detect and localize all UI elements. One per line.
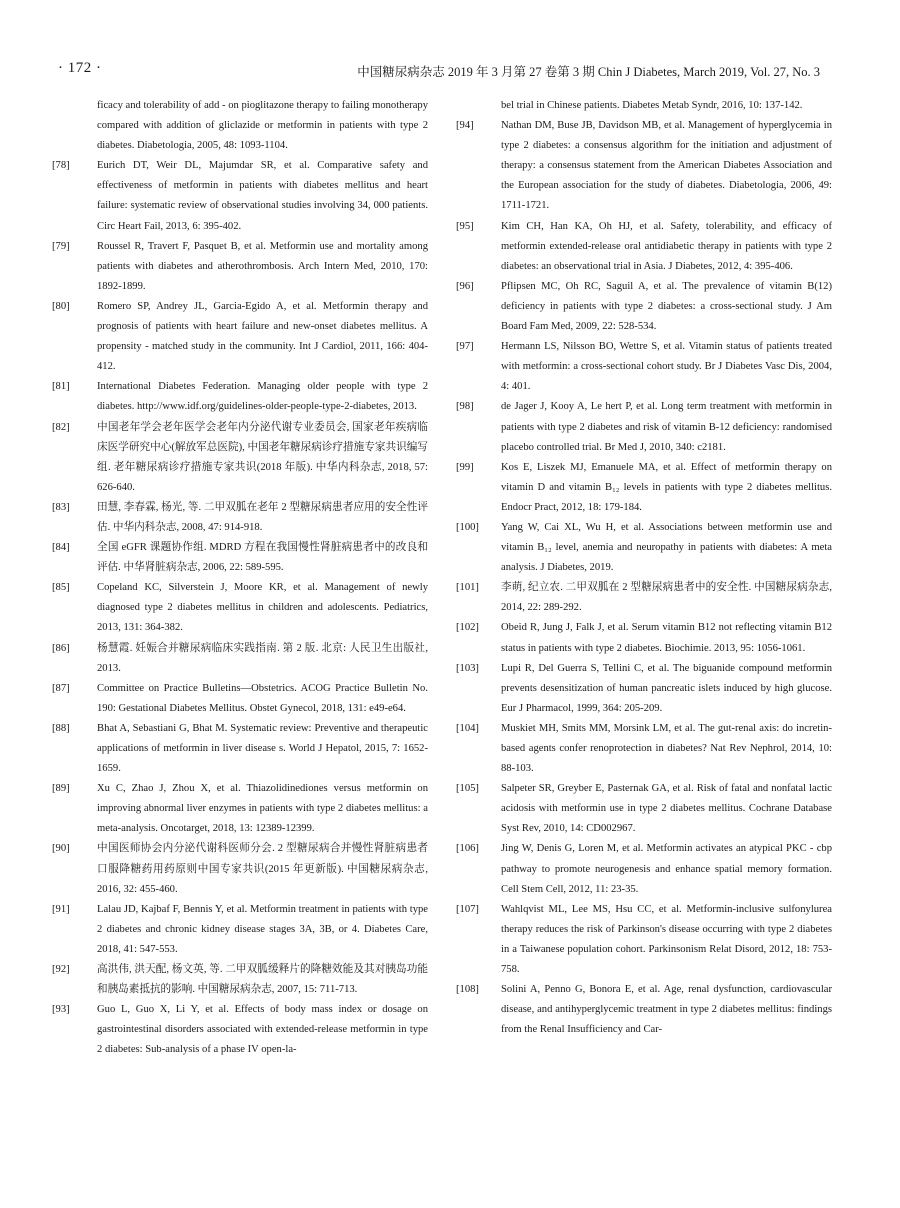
reference-item <box>456 277 832 337</box>
reference-item <box>52 498 428 538</box>
reference-text: Muskiet MH, Smits MM, Morsink LM, et al. The gut-renal axis: do incretin-based agents confer renoprotection in diabetes? Nat Rev Nephrol, 2014, 10: 88-103. <box>501 722 832 775</box>
reference-number: [87] <box>52 682 70 694</box>
reference-number: [94] <box>456 120 474 132</box>
reference-text: 李萌, 纪立农. 二甲双胍在 2 型糖尿病患者中的安全性. 中国糖尿病杂志, 2014, 22: 289-292. <box>501 582 832 614</box>
reference-item <box>52 297 428 377</box>
reference-number: [97] <box>456 341 474 353</box>
reference-text: Copeland KC, Silverstein J, Moore KR, et al. Management of newly diagnosed type 2 diabetes mellitus in children and adolescents. Pediatrics, 2013, 131: 364-382. <box>97 582 428 634</box>
reference-text: bel trial in Chinese patients. Diabetes Metab Syndr, 2016, 10: 137-142. <box>501 100 803 111</box>
reference-item <box>456 578 832 618</box>
reference-continuation <box>52 96 428 156</box>
reference-text: Nathan DM, Buse JB, Davidson MB, et al. Management of hyperglycemia in type 2 diabetes: a consensus algorithm for the initiation and adjustment of therapy: a consensus statement from the American Diabetes Association and the European association for the study of diabetes. Diabetologia, 2006, 49: 1711-1721. <box>501 120 832 212</box>
reference-item <box>456 337 832 397</box>
reference-number: [96] <box>456 280 474 292</box>
reference-item <box>456 839 832 899</box>
reference-item <box>52 839 428 899</box>
reference-item <box>52 779 428 839</box>
reference-item <box>52 237 428 297</box>
reference-number: [86] <box>52 642 70 654</box>
reference-text: Pflipsen MC, Oh RC, Saguil A, et al. The prevalence of vitamin B(12) deficiency in patients with type 2 diabetes: a cross-sectional study. J Am Board Fam Med, 2009, 22: 528-534. <box>501 280 832 333</box>
reference-item <box>456 659 832 719</box>
reference-text: Guo L, Guo X, Li Y, et al. Effects of body mass index or dosage on gastrointestinal disorders associated with extended-release metformin in type 2 diabetes: Sub-analysis of a phase IV open-la- <box>97 1004 428 1056</box>
reference-text: International Diabetes Federation. Managing older people with type 2 diabetes. http://www.idf.org/guidelines-older-people-type-2-diabetes, 2013. <box>97 381 428 413</box>
reference-number: [85] <box>52 582 70 594</box>
reference-item <box>52 639 428 679</box>
reference-item <box>456 618 832 658</box>
page-number: · 172 · <box>58 60 102 76</box>
reference-text: Wahlqvist ML, Lee MS, Hsu CC, et al. Metformin-inclusive sulfonylurea therapy reduces the risk of Parkinson's disease occurring with type 2 diabetes in a Taiwanese population cohort. Parkinsonism Relat Disord, 2012, 18: 753-758. <box>501 903 832 976</box>
reference-item <box>52 377 428 417</box>
reference-number: [106] <box>456 843 479 855</box>
reference-number: [90] <box>52 843 70 855</box>
reference-text: 高洪伟, 洪天配, 杨文英, 等. 二甲双胍缓释片的降糖效能及其对胰岛功能和胰岛素抵抗的影响. 中国糖尿病杂志, 2007, 15: 711-713. <box>97 964 428 996</box>
reference-item <box>456 458 832 518</box>
reference-text: Bhat A, Sebastiani G, Bhat M. Systematic review: Preventive and therapeutic applications of metformin in liver disease s. World J Hepatol, 2015, 7: 1652-1659. <box>97 722 428 775</box>
reference-number: [93] <box>52 1004 70 1016</box>
reference-number: [92] <box>52 964 70 976</box>
reference-number: [98] <box>456 401 474 413</box>
reference-item <box>456 518 832 578</box>
reference-continuation <box>456 96 832 116</box>
reference-text: Committee on Practice Bulletins—Obstetrics. ACOG Practice Bulletin No. 190: Gestational Diabetes Mellitus. Obstet Gynecol, 2018, 131: e49-e64. <box>97 682 428 714</box>
reference-text: Lupi R, Del Guerra S, Tellini C, et al. The biguanide compound metformin prevents desensitization of human pancreatic islets induced by high glucose. Eur J Pharmacol, 1999, 364: 205-209. <box>501 662 832 714</box>
reference-text: 田慧, 李春霖, 杨光, 等. 二甲双胍在老年 2 型糖尿病患者应用的安全性评估. 中华内科杂志, 2008, 47: 914-918. <box>97 501 428 533</box>
reference-text: Xu C, Zhao J, Zhou X, et al. Thiazolidinediones versus metformin on improving abnormal liver enzymes in patients with type 2 diabetes mellitus: a meta-analysis. Oncotarget, 2018, 13: 12389-12399. <box>97 783 428 835</box>
reference-text: 中国医师协会内分泌代谢科医师分会. 2 型糖尿病合并慢性肾脏病患者口服降糖药用药原则中国专家共识(2015 年更新版). 中国糖尿病杂志, 2016, 32: 455-460. <box>97 843 428 895</box>
reference-item <box>52 538 428 578</box>
reference-item <box>456 116 832 216</box>
reference-text: 杨慧霞. 妊娠合并糖尿病临床实践指南. 第 2 版. 北京: 人民卫生出版社, 2013. <box>97 642 428 674</box>
reference-text: Hermann LS, Nilsson BO, Wettre S, et al. Vitamin status of patients treated with metformin: a cross-sectional cohort study. Br J Diabetes Vasc Dis, 2004, 4: 401. <box>501 341 832 393</box>
reference-number: [104] <box>456 722 479 734</box>
reference-text: Lalau JD, Kajbaf F, Bennis Y, et al. Metformin treatment in patients with type 2 diabetes and chronic kidney disease stages 3A, 3B, or 4. Diabetes Care, 2018, 41: 547-553. <box>97 903 428 955</box>
reference-item <box>456 719 832 779</box>
reference-number: [78] <box>52 160 70 172</box>
reference-text: Solini A, Penno G, Bonora E, et al. Age, renal dysfunction, cardiovascular disease, and antihyperglycemic treatment in type 2 diabetes mellitus: findings from the Renal Insufficiency and Car- <box>501 984 832 1036</box>
reference-number: [88] <box>52 722 70 734</box>
reference-text: Obeid R, Jung J, Falk J, et al. Serum vitamin B12 not reflecting vitamin B12 status in patients with type 2 diabetes. Biochimie. 2013, 95: 1056-1061. <box>501 622 832 654</box>
reference-text: 全国 eGFR 课题协作组. MDRD 方程在我国慢性肾脏病患者中的改良和评估. 中华肾脏病杂志, 2006, 22: 589-595. <box>97 542 428 574</box>
reference-item <box>52 418 428 498</box>
reference-number: [81] <box>52 381 70 393</box>
reference-number: [102] <box>456 622 479 634</box>
reference-item <box>456 779 832 839</box>
reference-number: [79] <box>52 240 70 252</box>
reference-number: [105] <box>456 783 479 795</box>
reference-number: [83] <box>52 501 70 513</box>
reference-item <box>52 578 428 638</box>
reference-item <box>52 960 428 1000</box>
reference-text: Yang W, Cai XL, Wu H, et al. Associations between metformin use and vitamin B₁₂ level, anemia and neuropathy in patients with diabetes: A meta analysis. J Diabetes, 2019. <box>501 521 832 574</box>
reference-column-right <box>456 96 832 1040</box>
reference-number: [103] <box>456 662 479 674</box>
reference-text: 中国老年学会老年医学会老年内分泌代谢专业委员会, 国家老年疾病临床医学研究中心(解放军总医院), 中国老年糖尿病诊疗措施专家共识编写组. 老年糖尿病诊疗措施专家共识(2018 年版). 中华内科杂志, 2018, 57: 626-640. <box>97 421 428 493</box>
reference-text: de Jager J, Kooy A, Le hert P, et al. Long term treatment with metformin in patients with type 2 diabetes and risk of vitamin B-12 deficiency: randomised placebo controlled trial. Br Med J, 2010, 340: c2181. <box>501 401 832 453</box>
reference-number: [100] <box>456 521 479 533</box>
reference-column-left <box>52 96 428 1061</box>
reference-item <box>52 1000 428 1060</box>
reference-number: [95] <box>456 220 474 232</box>
reference-number: [80] <box>52 300 70 312</box>
reference-text: ficacy and tolerability of add - on pioglitazone therapy to failing monotherapy compared with addition of gliclazide or metformin in patients with type 2 diabetes. Diabetologia, 2005, 48: 1093-1104. <box>97 100 428 152</box>
reference-number: [84] <box>52 542 70 554</box>
reference-item <box>456 980 832 1040</box>
reference-item <box>456 900 832 980</box>
reference-text: Salpeter SR, Greyber E, Pasternak GA, et al. Risk of fatal and nonfatal lactic acidosis with metformin use in type 2 diabetes mellitus. Cochrane Database Syst Rev, 2010, 14: CD002967. <box>501 783 832 835</box>
reference-number: [82] <box>52 421 70 433</box>
reference-item <box>456 217 832 277</box>
reference-number: [89] <box>52 783 70 795</box>
reference-number: [107] <box>456 903 479 915</box>
reference-text: Jing W, Denis G, Loren M, et al. Metformin activates an atypical PKC - cbp pathway to promote neurogenesis and enhance spatial memory formation. Cell Stem Cell, 2012, 11: 23-35. <box>501 843 832 895</box>
reference-text: Romero SP, Andrey JL, Garcia-Egido A, et al. Metformin therapy and prognosis of patients with heart failure and new-onset diabetes mellitus. A propensity - matched study in the community. Int J Cardiol, 2011, 166: 404-412. <box>97 300 428 373</box>
running-head: 中国糖尿病杂志 2019 年 3 月第 27 卷第 3 期 Chin J Diabetes, March 2019, Vol. 27, No. 3 <box>357 65 820 79</box>
reference-number: [99] <box>456 461 474 473</box>
reference-item <box>456 397 832 457</box>
reference-text: Eurich DT, Weir DL, Majumdar SR, et al. Comparative safety and effectiveness of metformin in patients with diabetes mellitus and heart failure: systematic review of observational studies involving 34, 000 patients. Circ Heart Fail, 2013, 6: 395-402. <box>97 160 428 232</box>
reference-item <box>52 719 428 779</box>
reference-item <box>52 156 428 236</box>
reference-text: Roussel R, Travert F, Pasquet B, et al. Metformin use and mortality among patients with diabetes and atherothrombosis. Arch Intern Med, 2010, 170: 1892-1899. <box>97 240 428 292</box>
page-header <box>0 0 900 92</box>
reference-number: [108] <box>456 984 479 996</box>
reference-text: Kos E, Liszek MJ, Emanuele MA, et al. Effect of metformin therapy on vitamin D and vitamin B₁₂ levels in patients with type 2 diabetes mellitus. Endocr Pract, 2012, 18: 179-184. <box>501 461 832 513</box>
reference-text: Kim CH, Han KA, Oh HJ, et al. Safety, tolerability, and efficacy of metformin extended-release oral antidiabetic therapy in patients with type 2 diabetes: an observational trial in Asia. J Diabetes, 2012, 4: 395-406. <box>501 220 832 272</box>
reference-item <box>52 679 428 719</box>
reference-number: [91] <box>52 903 70 915</box>
reference-item <box>52 900 428 960</box>
reference-number: [101] <box>456 582 479 594</box>
